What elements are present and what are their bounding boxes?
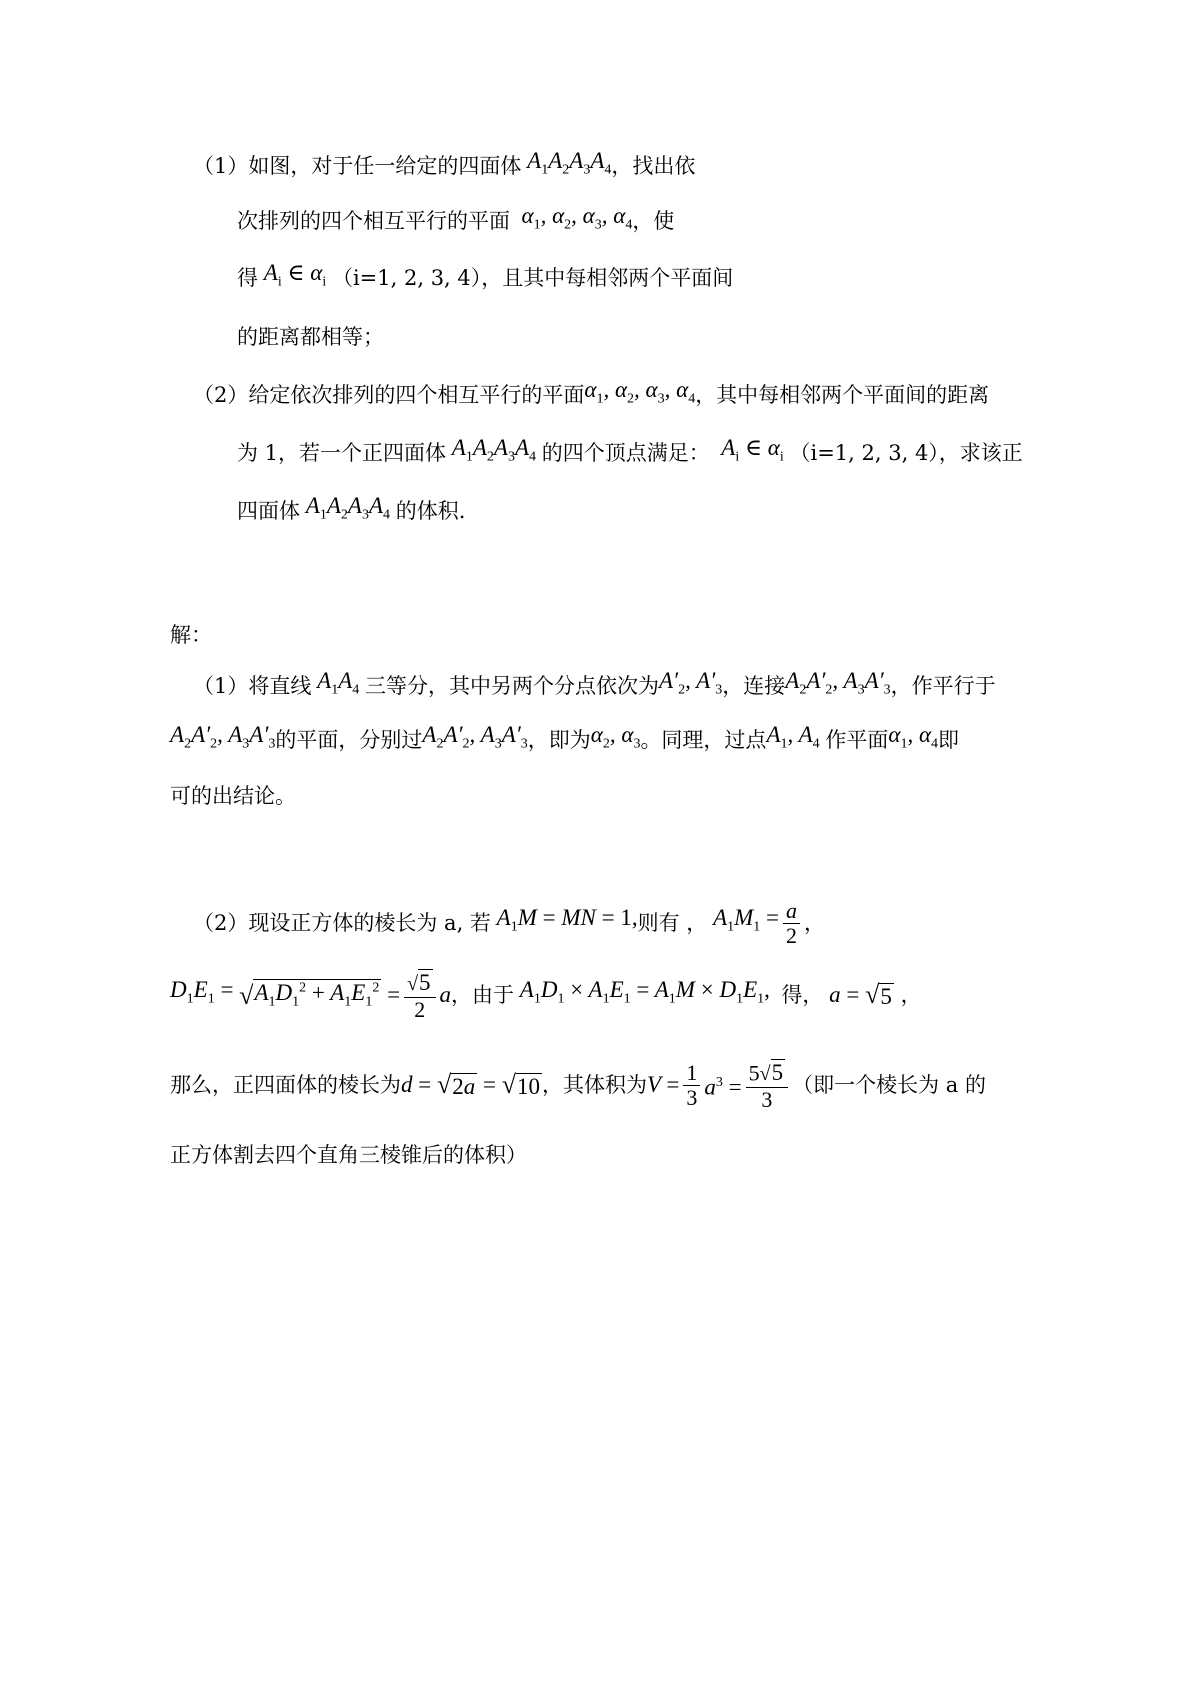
sqrt-5: √ 5	[865, 980, 892, 1010]
comma: ，	[804, 911, 826, 935]
q1-text-4: 的距离都相等；	[237, 325, 384, 349]
sol2-text-d: 得，	[781, 983, 824, 1007]
q2-text-3a: 四面体	[237, 499, 300, 523]
q2-line-3	[237, 491, 465, 531]
sol2-text-b: 则有 ，	[637, 911, 708, 935]
sol1-text-f: ，即为	[527, 728, 591, 752]
sol2-line-3	[170, 1055, 986, 1115]
sol1-label: （1）	[193, 674, 249, 698]
membership-expr-2: $A_i$ ∈ $\alpha_i$	[709, 435, 784, 465]
sol1-line-3	[170, 776, 296, 816]
planes-a1a4-expr: $\alpha_1$, $\alpha_4$	[888, 722, 939, 752]
sol2-line-2	[170, 965, 922, 1025]
planes-expr-2: $\alpha_1$, $\alpha_2$, $\alpha_3$, $\alpha_4$	[584, 377, 696, 407]
regular-tetrahedron-expr: $A_1A_2A_3A_4$	[446, 435, 537, 465]
sol2-text-c: 由于	[472, 983, 515, 1007]
q2-text-1b: ，其中每相邻两个平面间的距离	[695, 383, 990, 407]
q2-line-2	[237, 433, 1023, 473]
segments-expr: $A_2A'_2$, $A_3A'_3$	[785, 668, 891, 698]
q1-line-4	[237, 317, 384, 357]
segments-expr-3: $A_2A'_2$, $A_3A'_3$	[422, 722, 528, 752]
q1-text-1b: ，找出依	[611, 154, 696, 178]
sol1-text-a: 将直线	[248, 674, 312, 698]
segments-expr-2: $A_2A'_2$, $A_3A'_3$	[170, 722, 276, 752]
fraction-sqrt5-over-2: √ 5 2	[404, 968, 435, 1022]
sol2-text-f: ，其体积为	[542, 1073, 648, 1097]
fraction-a-over-2: $\frac{a}{2}$	[783, 899, 800, 948]
sol1-text-d: ，作平行于	[890, 674, 996, 698]
sol2-text-e: 那么，正四面体的棱长为	[170, 1073, 401, 1097]
sol1-line-1	[193, 666, 996, 706]
equation-v: V =	[647, 1072, 680, 1097]
equation-a1m-mn: $A_1M$ = MN = 1,	[490, 905, 638, 935]
sol2-text-g: （即一个棱长为 a 的	[792, 1073, 986, 1097]
q2-text-3b: 的体积.	[395, 499, 466, 523]
fraction-5sqrt5-over-3: 5 √ 5 3	[746, 1058, 788, 1112]
sol2-line-1	[193, 893, 825, 953]
line-a1a4-expr: $A_1A_4$	[311, 668, 360, 698]
comma-3: ，	[893, 983, 922, 1007]
sqrt-2a: √ 2a	[436, 1070, 476, 1100]
q2-text-2c: （i=1, 2, 3, 4），求该正	[789, 441, 1023, 465]
tetrahedron-expr: $A_1A_2A_3A_4$	[521, 148, 612, 178]
q1-text-3b: （i=1, 2, 3, 4），且其中每相邻两个平面间	[331, 266, 734, 290]
q1-line-1	[193, 146, 695, 186]
sol2-line-4	[170, 1135, 527, 1175]
q1-text-1a: 如图，对于任一给定的四面体	[248, 154, 522, 178]
points-a1a4-expr: $A_1$, $A_4$	[766, 722, 820, 752]
q1-text-2a: 次排列的四个相互平行的平面	[237, 209, 510, 233]
solution-heading-text: 解：	[170, 623, 212, 647]
equation-d1e1: $D_1E_1$ =	[170, 977, 234, 1007]
a-cubed: $a^3$ =	[704, 1074, 742, 1100]
q1-line-3	[237, 258, 733, 298]
q1-text-2b: ，使	[632, 209, 675, 233]
q1-label: （1）	[193, 154, 249, 178]
equation-product: $A_1D_1 \times A_1E_1 = A_1M \times D_1E_1$,	[514, 977, 770, 1007]
q1-line-2	[237, 201, 674, 241]
membership-expr: $A_i$ ∈ $\alpha_i$	[258, 260, 327, 290]
sol2-text-a: 现设正方体的棱长为 a, 若	[248, 911, 491, 935]
sol1-text-j: 可的出结论。	[170, 784, 296, 808]
sol2-label: （2）	[193, 911, 249, 935]
sqrt-a1d1-a1e1: √ $A_1D_1^2 + A_1E_1^2$	[239, 980, 380, 1010]
equation-d: d =	[401, 1072, 432, 1097]
sol1-text-e: 的平面，分别过	[275, 728, 423, 752]
comma-2: ，	[451, 983, 473, 1007]
sol1-text-g: 。同理，过点	[640, 728, 767, 752]
tetrahedron-expr-3: $A_1A_2A_3A_4$	[300, 493, 390, 523]
q2-text-2a: 为 1，若一个正四面体	[237, 441, 447, 465]
division-points-expr: $A'_2$, $A'_3$	[659, 668, 723, 698]
fraction-1-over-3: $\frac{1}{3}$	[683, 1061, 700, 1110]
sol1-text-i: 即	[938, 728, 960, 752]
sol2-text-h: 正方体割去四个直角三棱锥后的体积）	[170, 1143, 527, 1167]
var-a: a	[439, 982, 452, 1007]
sol1-line-2	[170, 720, 959, 760]
sol1-text-c: ，连接	[722, 674, 786, 698]
sol1-text-h: 作平面	[825, 728, 889, 752]
equals-sign-2: =	[477, 1072, 502, 1097]
q2-line-1	[193, 375, 989, 415]
planes-expr: $\alpha_1$, $\alpha_2$, $\alpha_3$, $\alpha_4$	[510, 203, 633, 233]
solution-heading	[170, 615, 212, 655]
sol1-text-b: 三等分，其中另两个分点依次为	[365, 674, 659, 698]
q2-text-1a: 给定依次排列的四个相互平行的平面	[248, 383, 585, 407]
equation-a-sqrt5: a =	[823, 982, 860, 1007]
equals-sign: =	[381, 982, 401, 1007]
equation-a1m1: $A_1M_1$ =	[707, 905, 780, 935]
sqrt-10: √ 10	[501, 1070, 541, 1100]
q2-text-2b: 的四个顶点满足：	[541, 441, 710, 465]
planes-a2a3-expr: $\alpha_2$, $\alpha_3$	[590, 722, 641, 752]
q2-label: （2）	[193, 383, 249, 407]
q1-text-3a: 得	[237, 266, 258, 290]
